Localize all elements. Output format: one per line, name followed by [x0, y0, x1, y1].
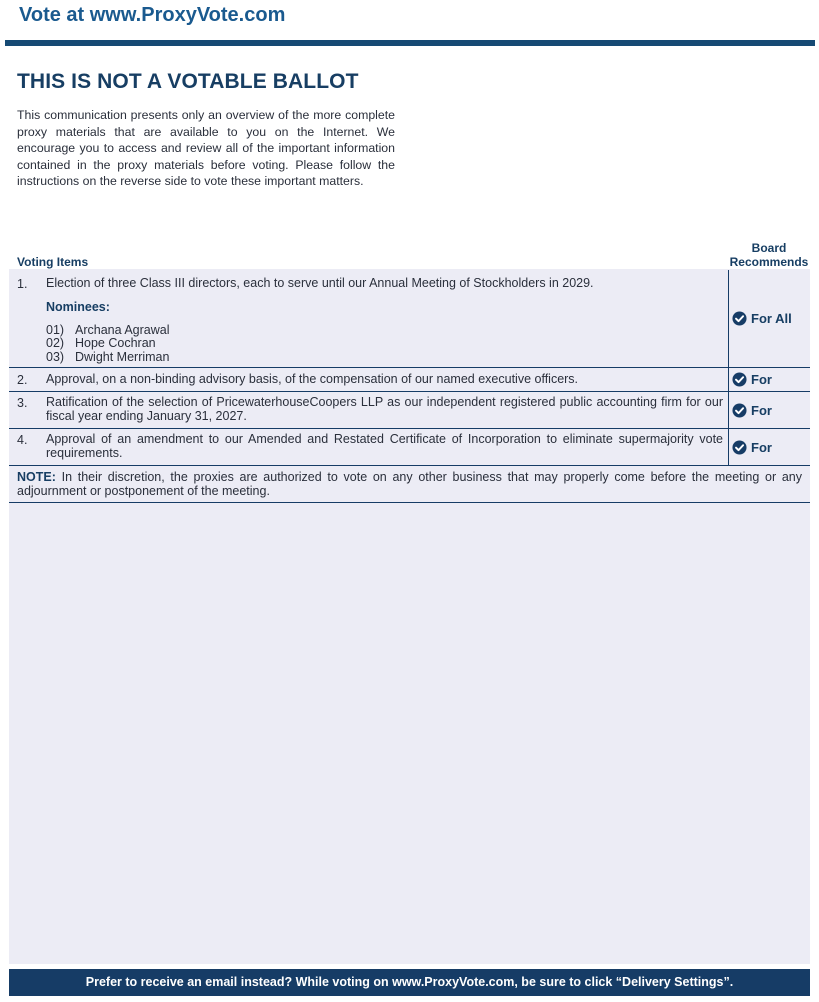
page-title: THIS IS NOT A VOTABLE BALLOT — [17, 70, 359, 93]
nominee-name: Archana Agrawal — [75, 323, 170, 337]
board-recommendation — [728, 368, 810, 391]
nominee-item — [46, 323, 170, 337]
item-text: Approval, on a non-binding advisory basis, of the compensation of our named executive officers. — [46, 372, 579, 386]
nominee-name: Dwight Merriman — [75, 350, 170, 364]
voting-items-heading: Voting Items — [17, 255, 89, 269]
voting-item-1 — [9, 270, 810, 368]
item-number: 3. — [17, 396, 28, 410]
check-circle-icon — [732, 311, 747, 326]
nominee-number: 03) — [46, 350, 65, 364]
item-number: 2. — [17, 373, 28, 387]
header-divider — [5, 40, 815, 46]
check-circle-icon — [732, 403, 747, 418]
recommendation-label: For — [751, 372, 772, 387]
note-label: NOTE: — [17, 470, 56, 484]
item-text: Approval of an amendment to our Amended and Restated Certificate of Incorporation to eliminate supermajority vote requirements. — [46, 432, 723, 460]
voting-item-4 — [9, 429, 810, 466]
nominee-item — [46, 350, 169, 364]
check-circle-icon — [732, 440, 747, 455]
board-recommendation — [728, 392, 810, 428]
nominees-label: Nominees: — [46, 300, 110, 314]
recommendation-label: For — [751, 439, 772, 455]
item-number: 4. — [17, 433, 28, 447]
board-heading-line1: Board — [751, 241, 787, 255]
note-paragraph — [9, 466, 810, 503]
nominee-item — [46, 336, 156, 350]
board-recommends-heading — [728, 242, 810, 269]
board-heading-line2: Recommends — [729, 254, 809, 269]
recommendation-label: For — [751, 402, 772, 418]
intro-paragraph: This communication presents only an overview of the more complete proxy materials that are available to you on the Internet. We encourage you to access and review all of the important information contained in the proxy materials before voting. Please follow the instructions on the reverse side to vote these important matters. — [17, 108, 395, 188]
board-recommendation — [728, 429, 810, 465]
nominee-number: 02) — [46, 336, 65, 350]
nominee-number: 01) — [46, 323, 65, 337]
recommendation-label: For All — [751, 311, 792, 326]
note-text: In their discretion, the proxies are authorized to vote on any other business that may properly come before the meeting or any adjournment or postponement of the meeting. — [17, 470, 802, 498]
delivery-settings-banner: Prefer to receive an email instead? While voting on www.ProxyVote.com, be sure to click “Delivery Settings”. — [9, 969, 810, 996]
item-number: 1. — [17, 277, 28, 291]
item-text: Ratification of the selection of PricewaterhouseCoopers LLP as our independent registered public accounting firm for our fiscal year ending January 31, 2027. — [46, 395, 723, 423]
proxyvote-link[interactable]: Vote at www.ProxyVote.com — [19, 4, 286, 26]
item-text: Election of three Class III directors, each to serve until our Annual Meeting of Stockholders in 2029. — [46, 276, 594, 290]
voting-item-2 — [9, 368, 810, 392]
board-recommendation — [728, 270, 810, 367]
voting-item-3 — [9, 392, 810, 429]
nominee-name: Hope Cochran — [75, 336, 156, 350]
check-circle-icon — [732, 372, 747, 387]
